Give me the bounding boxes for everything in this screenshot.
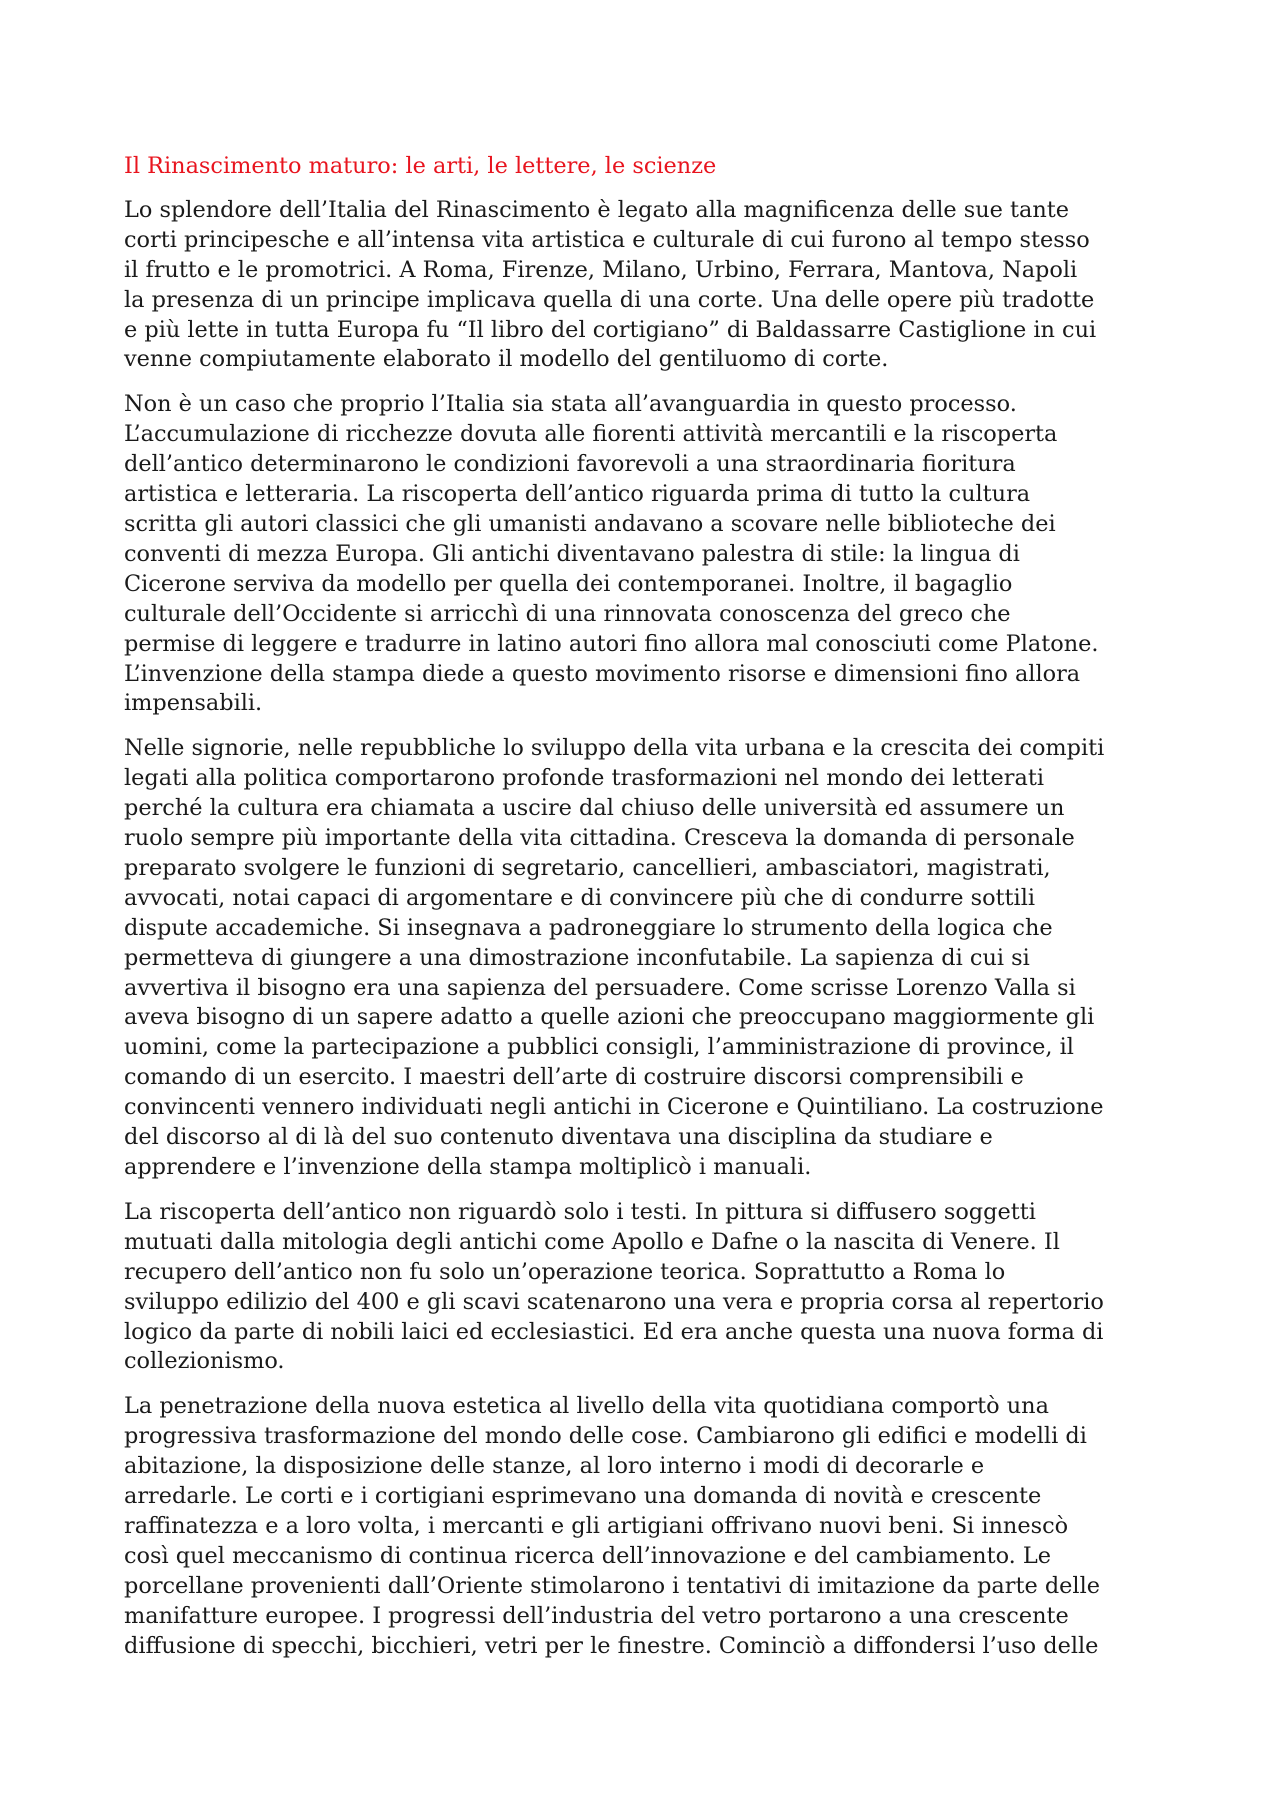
document-title: Il Rinascimento maturo: le arti, le lettere, le scienze [124, 153, 717, 179]
text-line: del discorso al di là del suo contenuto diventava una disciplina da studiare e [124, 1124, 993, 1151]
text-line: artistica e letteraria. La riscoperta dell’antico riguarda prima di tutto la cultura [124, 481, 1031, 508]
text-line: convincenti vennero individuati negli antichi in Cicerone e Quintiliano. La costruzione [124, 1094, 1104, 1121]
text-line: impensabili. [124, 690, 263, 717]
text-line: Cicerone serviva da modello per quella dei contemporanei. Inoltre, il bagaglio [124, 570, 1013, 597]
text-line: recupero dell’antico non fu solo un’operazione teorica. Soprattutto a Roma lo [124, 1258, 1006, 1285]
text-line: L’invenzione della stampa diede a questo movimento risorse e dimensioni fino allora [124, 660, 1081, 687]
text-line: La penetrazione della nuova estetica al livello della vita quotidiana comportò una [124, 1393, 1049, 1420]
text-line: La riscoperta dell’antico non riguardò solo i testi. In pittura si diffusero soggetti [124, 1198, 1036, 1225]
text-line: sviluppo edilizio del 400 e gli scavi scatenarono una vera e propria corsa al repertorio [124, 1288, 1104, 1315]
document-body [124, 152, 1169, 1677]
text-line: manifatture europee. I progressi dell’industria del vetro portarono a una crescente [124, 1602, 1069, 1629]
text-line: porcellane provenienti dall’Oriente stimolarono i tentativi di imitazione da parte delle [124, 1572, 1100, 1599]
text-line: dell’antico determinarono le condizioni favorevoli a una straordinaria fioritura [124, 451, 1016, 478]
text-line: progressiva trasformazione del mondo delle cose. Cambiarono gli edifici e modelli di [124, 1423, 1087, 1450]
text-line: Nelle signorie, nelle repubbliche lo sviluppo della vita urbana e la crescita dei compiti [124, 735, 1105, 762]
text-line: apprendere e l’invenzione della stampa moltiplicò i manuali. [124, 1154, 812, 1180]
text-line: uomini, come la partecipazione a pubblici consigli, l’amministrazione di province, il [124, 1034, 1074, 1061]
paragraph [124, 1198, 1169, 1377]
text-line: mutuati dalla mitologia degli antichi come Apollo e Dafne o la nascita di Venere. Il [124, 1228, 1060, 1255]
text-line: legati alla politica comportarono profonde trasformazioni nel mondo dei letterati [124, 765, 1045, 792]
text-line: comando di un esercito. I maestri dell’arte di costruire discorsi comprensibili e [124, 1064, 1024, 1091]
text-line: conventi di mezza Europa. Gli antichi diventavano palestra di stile: la lingua di [124, 540, 1020, 567]
text-line: corti principesche e all’intensa vita artistica e culturale di cui furono al tempo stesso [124, 226, 1090, 253]
text-line: logico da parte di nobili laici ed ecclesiastici. Ed era anche questa una nuova forma di [124, 1318, 1104, 1345]
paragraph [124, 196, 1169, 375]
text-line: così quel meccanismo di continua ricerca dell’innovazione e del cambiamento. Le [124, 1542, 1052, 1569]
text-line: diffusione di specchi, bicchieri, vetri per le finestre. Cominciò a diffondersi l’uso delle [124, 1632, 1099, 1659]
text-line: L’accumulazione di ricchezze dovuta alle fiorenti attività mercantili e la riscoperta [124, 421, 1058, 448]
text-line: la presenza di un principe implicava quella di una corte. Una delle opere più tradotte [124, 286, 1095, 313]
text-line: abitazione, la disposizione delle stanze, al loro interno i modi di decorarle e [124, 1453, 985, 1480]
text-line: Lo splendore dell’Italia del Rinascimento è legato alla magnificenza delle sue tante [124, 196, 1070, 223]
text-line: preparato svolgere le funzioni di segretario, cancellieri, ambasciatori, magistrati, [124, 854, 1051, 881]
text-line: il frutto e le promotrici. A Roma, Firenze, Milano, Urbino, Ferrara, Mantova, Napoli [124, 256, 1078, 283]
text-line: culturale dell’Occidente si arricchì di una rinnovata conoscenza del greco che [124, 600, 1011, 627]
text-line: dispute accademiche. Si insegnava a padroneggiare lo strumento della logica che [124, 914, 1053, 941]
text-line: permetteva di giungere a una dimostrazione inconfutabile. La sapienza di cui si [124, 944, 1030, 971]
text-line: ruolo sempre più importante della vita cittadina. Cresceva la domanda di personale [124, 825, 1075, 852]
text-line: e più lette in tutta Europa fu “Il libro del cortigiano” di Baldassarre Castiglione in cui [124, 316, 1097, 343]
text-line: permise di leggere e tradurre in latino autori fino allora mal conosciuti come Platone. [124, 630, 1099, 657]
paragraph [124, 390, 1169, 719]
text-line: avvocati, notai capaci di argomentare e di convincere più che di condurre sottili [124, 884, 1036, 911]
text-line: Non è un caso che proprio l’Italia sia stata all’avanguardia in questo processo. [124, 391, 1017, 418]
paragraph-list [124, 196, 1169, 1662]
text-line: collezionismo. [124, 1348, 285, 1375]
text-line: aveva bisogno di un sapere adatto a quelle azioni che preoccupano maggiormente gli [124, 1004, 1095, 1031]
text-line: raffinatezza e a loro volta, i mercanti e gli artigiani offrivano nuovi beni. Si innescò [124, 1512, 1069, 1539]
text-line: arredarle. Le corti e i cortigiani esprimevano una domanda di novità e crescente [124, 1483, 1042, 1510]
text-line: scritta gli autori classici che gli umanisti andavano a scovare nelle biblioteche dei [124, 510, 1056, 537]
text-line: avvertiva il bisogno era una sapienza del persuadere. Come scrisse Lorenzo Valla si [124, 974, 1076, 1001]
paragraph [124, 1392, 1169, 1661]
text-line: venne compiutamente elaborato il modello del gentiluomo di corte. [124, 346, 889, 373]
paragraph [124, 734, 1169, 1183]
text-line: perché la cultura era chiamata a uscire dal chiuso delle università ed assumere un [124, 795, 1065, 822]
